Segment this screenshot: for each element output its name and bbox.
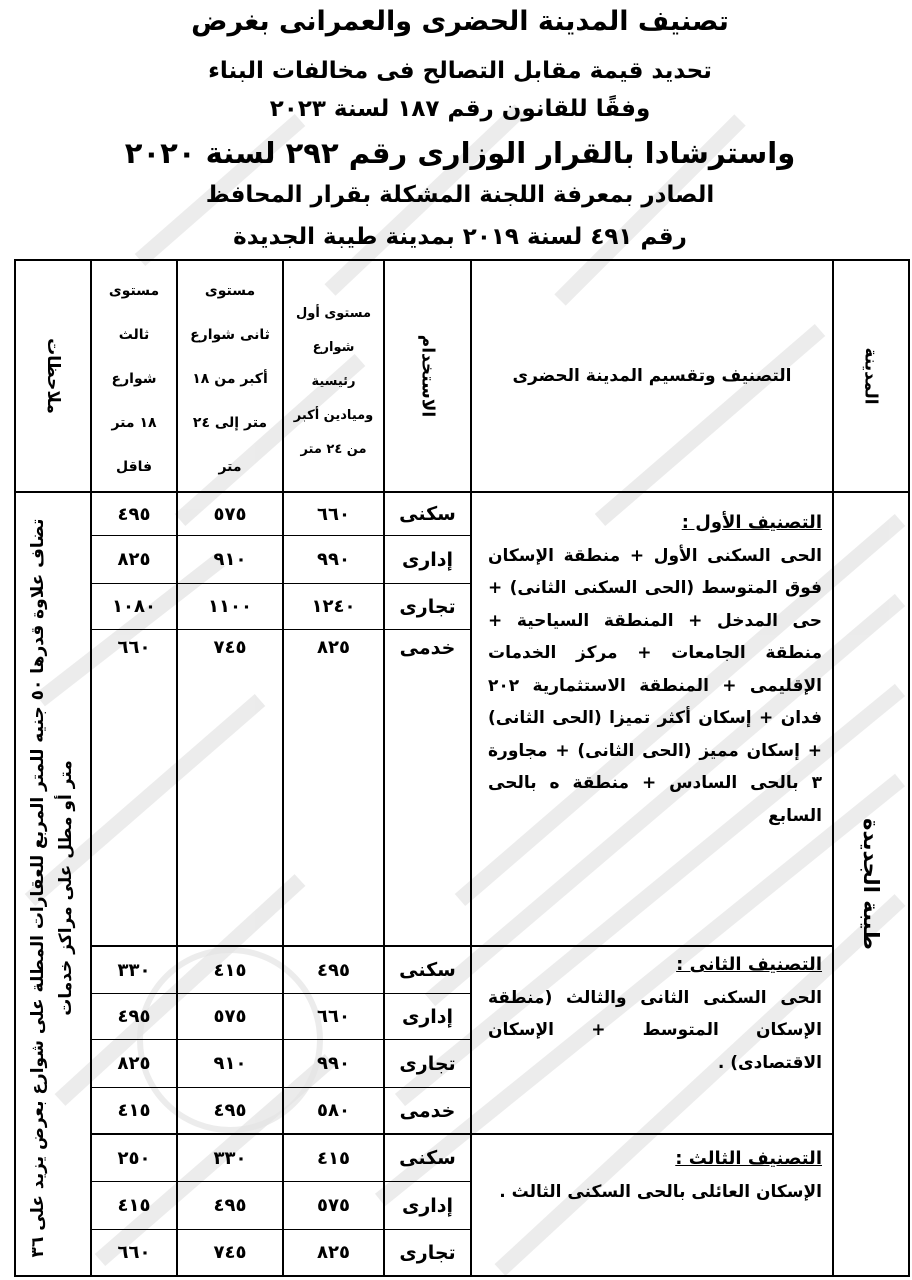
use-cell: سكنى bbox=[399, 959, 456, 981]
header-level2-line: ثانى شوارع bbox=[190, 327, 270, 343]
value-level3: ٤٩٥ bbox=[117, 1006, 151, 1027]
title-line-5: الصادر بمعرفة اللجنة المشكلة بقرار المحافظ bbox=[205, 182, 715, 208]
header-level3-line: شوارع bbox=[111, 371, 157, 387]
title-line-2: تحديد قيمة مقابل التصالح فى مخالفات البناء bbox=[208, 58, 712, 84]
value-level2: ٩١٠ bbox=[213, 549, 247, 570]
value-level3: ٣٣٠ bbox=[117, 959, 151, 981]
value-level2: ١١٠٠ bbox=[208, 596, 252, 617]
value-level3: ٤١٥ bbox=[117, 1195, 151, 1216]
classification-2-title: التصنيف الثانى : bbox=[676, 954, 822, 975]
header-city-label: المدينة bbox=[861, 347, 881, 405]
value-level3: ٦٦٠ bbox=[117, 637, 151, 658]
use-cell: إدارى bbox=[401, 1194, 454, 1217]
value-level3: ٨٢٥ bbox=[117, 1053, 151, 1074]
title-line-1: تصنيف المدينة الحضرى والعمرانى بغرض bbox=[191, 6, 729, 37]
value-level1: ٩٩٠ bbox=[317, 1053, 350, 1074]
classification-3 bbox=[488, 1143, 822, 1208]
header-level2-line: متر إلى ٢٤ bbox=[192, 415, 268, 431]
header-level3-line: فاقل bbox=[115, 459, 153, 475]
city-name: طيبة الجديدة bbox=[858, 818, 883, 950]
header-level3-line: ثالث bbox=[118, 327, 150, 343]
value-level1: ٦٦٠ bbox=[317, 1006, 350, 1027]
notes-text: تضاف علاوة قدرها ٥٠ جنيه للمتر المربع للعقارات المطلة على شوارع بعرض يزيد على ٣٦ متر أو مطل على مراكز خدمات bbox=[28, 518, 76, 1258]
use-cell: خدمى bbox=[399, 637, 456, 659]
use-cell: خدمى bbox=[399, 1099, 456, 1122]
header-level1-line: مستوى أول bbox=[296, 306, 371, 321]
header-level1 bbox=[284, 277, 383, 487]
header-level1-line: رئيسية bbox=[311, 374, 356, 389]
header-level2-line: أكبر من ١٨ bbox=[192, 371, 268, 387]
value-level2: ٤٩٥ bbox=[213, 1195, 247, 1216]
header-level3 bbox=[92, 267, 176, 491]
value-level2: ٧٤٥ bbox=[213, 1242, 247, 1263]
table-border-bottom bbox=[14, 1275, 910, 1277]
value-level3: ٤٩٥ bbox=[117, 503, 151, 525]
classification-1-title: التصنيف الأول : bbox=[681, 512, 822, 533]
city-cell bbox=[834, 493, 908, 1275]
header-level2-line: مستوى bbox=[204, 283, 256, 299]
use-cell: سكنى bbox=[399, 503, 456, 525]
header-city bbox=[834, 261, 908, 491]
value-level1: ٤٩٥ bbox=[317, 959, 350, 981]
use-cell: إدارى bbox=[401, 548, 454, 571]
title-line-4: واسترشادا بالقرار الوزارى رقم ٢٩٢ لسنة ٢٠٢٠ bbox=[124, 136, 796, 170]
title-line-3: وفقًا للقانون رقم ١٨٧ لسنة ٢٠٢٣ bbox=[269, 96, 651, 122]
classification-3-body: الإسكان العائلى بالحى السكنى الثالث . bbox=[499, 1181, 822, 1202]
header-level1-line: وميادين أكبر bbox=[293, 408, 374, 423]
header-level1-line: من ٢٤ متر bbox=[300, 442, 367, 457]
classification-2 bbox=[488, 949, 822, 1079]
use-cell: تجارى bbox=[399, 1241, 456, 1264]
value-level2: ٥٧٥ bbox=[213, 503, 247, 525]
use-cell: تجارى bbox=[399, 1052, 456, 1075]
use-cell: إدارى bbox=[401, 1005, 454, 1028]
row-sep bbox=[92, 629, 472, 630]
header-level3-line: مستوى bbox=[108, 283, 160, 299]
header-level1-line: شوارع bbox=[312, 340, 355, 355]
value-level1: ٥٨٠ bbox=[317, 1100, 350, 1121]
classification-1-body: الحى السكنى الأول + منطقة الإسكان فوق المتوسط (الحى السكنى الثانى) + حى المدخل + المنطقة السياحية + منطقة الجامعات + مركز الخدمات الإقليمى + المنطقة الاستثمارية ٢٠٢ فدان + إسكان أكثر تميزا (الحى الثانى) + إسكان مميز (الحى الثانى) + مجاورة ٣ بالحى السادس + منطقة ه بالحى السابع bbox=[488, 545, 822, 826]
value-level1: ٤١٥ bbox=[317, 1147, 350, 1169]
use-cell: سكنى bbox=[399, 1147, 456, 1169]
use-cell: تجارى bbox=[399, 595, 456, 618]
value-level2: ٤٩٥ bbox=[213, 1100, 247, 1121]
value-level1: ١٢٤٠ bbox=[311, 596, 356, 617]
value-level1: ٦٦٠ bbox=[317, 503, 350, 525]
classification-table bbox=[14, 259, 910, 1277]
value-level3: ٨٢٥ bbox=[117, 549, 151, 570]
value-level3: ١٠٨٠ bbox=[112, 596, 156, 617]
value-level1: ٩٩٠ bbox=[317, 549, 350, 570]
classification-3-title: التصنيف الثالث : bbox=[675, 1148, 822, 1169]
table-border-right bbox=[908, 259, 910, 1277]
value-level3: ٢٥٠ bbox=[117, 1147, 151, 1169]
header-use-label: الاستخدام bbox=[417, 334, 438, 418]
value-level2: ٥٧٥ bbox=[213, 1006, 247, 1027]
value-level1: ٨٢٥ bbox=[317, 637, 350, 658]
header-level3-line: ١٨ متر bbox=[111, 415, 157, 431]
header-classification: التصنيف وتقسيم المدينة الحضرى bbox=[512, 366, 792, 386]
value-level3: ٤١٥ bbox=[117, 1100, 151, 1121]
header-level2-line: متر bbox=[218, 459, 242, 475]
notes-cell bbox=[17, 503, 87, 1273]
value-level3: ٦٦٠ bbox=[117, 1242, 151, 1263]
header-notes-label: ملاحظات bbox=[43, 338, 63, 414]
value-level2: ٣٣٠ bbox=[213, 1147, 247, 1169]
title-line-6: رقم ٤٩١ لسنة ٢٠١٩ بمدينة طيبة الجديدة bbox=[233, 224, 687, 250]
classification-2-body: الحى السكنى الثانى والثالث (منطقة الإسكان المتوسط + الإسكان الاقتصادى) . bbox=[488, 987, 822, 1073]
value-level2: ٩١٠ bbox=[213, 1053, 247, 1074]
header-use bbox=[385, 261, 470, 491]
value-level1: ٨٢٥ bbox=[317, 1242, 350, 1263]
classification-1 bbox=[488, 507, 822, 832]
value-level2: ٤١٥ bbox=[213, 959, 247, 981]
header-notes bbox=[16, 261, 90, 491]
value-level1: ٥٧٥ bbox=[317, 1195, 350, 1216]
value-level2: ٧٤٥ bbox=[213, 637, 247, 658]
header-level2 bbox=[178, 267, 282, 491]
